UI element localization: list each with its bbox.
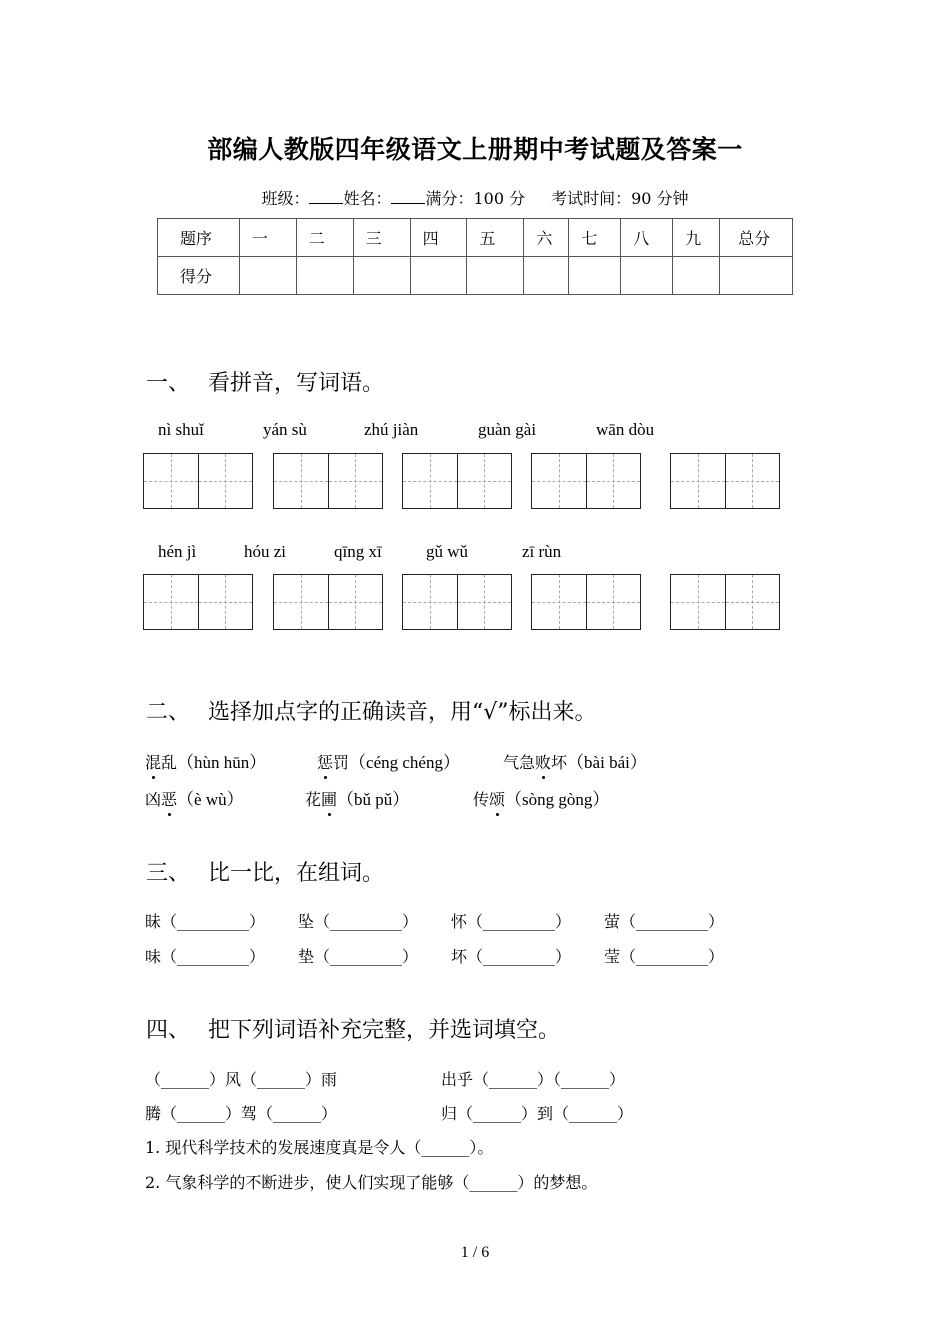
pinyin-label: guàn gài — [478, 420, 537, 439]
class-blank[interactable] — [309, 189, 343, 204]
pinyin-label: hóu zi — [244, 542, 287, 561]
sentence-question[interactable]: 1. 现代科学技术的发展速度真是令人（______）。 — [145, 1138, 494, 1157]
name-blank[interactable] — [391, 189, 425, 204]
pinyin-label: zī rùn — [522, 542, 562, 561]
writing-box[interactable] — [273, 453, 383, 509]
table-header-cell: 三 — [353, 219, 410, 257]
word-fill-item[interactable]: 垫（_________） — [298, 947, 419, 966]
score-cell[interactable] — [239, 257, 296, 295]
score-cell[interactable] — [569, 257, 621, 295]
score-cell[interactable] — [410, 257, 467, 295]
table-header-cell: 七 — [569, 219, 621, 257]
writing-box[interactable] — [531, 574, 641, 630]
dotted-character: 恶 — [161, 787, 177, 810]
reading-item[interactable]: 混乱（hùn hūn） — [145, 748, 266, 773]
table-header-cell: 四 — [410, 219, 467, 257]
sentence-question[interactable]: 2. 气象科学的不断进步，使人们实现了能够（______）的梦想。 — [145, 1173, 598, 1192]
pinyin-label: gǔ wǔ — [426, 542, 469, 561]
writing-box[interactable] — [143, 574, 253, 630]
score-cell[interactable] — [353, 257, 410, 295]
idiom-fill-item[interactable]: （______）风（______）雨 — [145, 1070, 338, 1089]
table-header-cell: 二 — [296, 219, 353, 257]
pinyin-label: wān dòu — [596, 420, 655, 439]
section-3-heading: 三、 比一比，在组词。 — [146, 861, 385, 886]
pinyin-label: hén jì — [158, 542, 197, 561]
name-label: 姓名： — [343, 189, 392, 208]
writing-box[interactable] — [273, 574, 383, 630]
reading-item[interactable]: 气急败坏（bài bái） — [503, 748, 647, 773]
reading-item[interactable]: 传颂（sòng gòng） — [473, 785, 609, 810]
writing-box[interactable] — [402, 574, 512, 630]
score-cell[interactable] — [296, 257, 353, 295]
section-2-heading: 二、 选择加点字的正确读音，用“√”标出来。 — [146, 700, 597, 725]
pinyin-label: zhú jiàn — [364, 420, 419, 439]
score-table — [157, 218, 793, 295]
dotted-character: 败 — [535, 750, 551, 773]
section-4-heading: 四、 把下列词语补充完整，并选词填空。 — [146, 1018, 561, 1043]
exam-info — [0, 186, 950, 209]
score-row-label: 得分 — [158, 257, 240, 295]
table-header-cell: 九 — [673, 219, 720, 257]
writing-box[interactable] — [531, 453, 641, 509]
reading-item[interactable]: 花圃（bǔ pǔ） — [305, 785, 409, 810]
table-header-cell: 题序 — [158, 219, 240, 257]
dotted-character: 颂 — [489, 787, 505, 810]
reading-item[interactable]: 惩罚（céng chéng） — [317, 748, 460, 773]
class-label: 班级： — [261, 189, 310, 208]
word-fill-item[interactable]: 昧（_________） — [145, 912, 266, 931]
word-fill-item[interactable]: 坏（_________） — [451, 947, 572, 966]
word-fill-item[interactable]: 怀（_________） — [451, 912, 572, 931]
score-cell[interactable] — [720, 257, 793, 295]
page-title: 部编人教版四年级语文上册期中考试题及答案一 — [207, 135, 743, 164]
score-table-header-row — [158, 219, 793, 257]
word-fill-item[interactable]: 莹（_________） — [604, 947, 725, 966]
word-fill-item[interactable]: 萤（_________） — [604, 912, 725, 931]
score-table-score-row — [158, 257, 793, 295]
score-cell[interactable] — [467, 257, 524, 295]
time-label: 考试时间：90 分钟 — [551, 189, 689, 208]
dotted-character: 圃 — [321, 787, 337, 810]
word-fill-item[interactable]: 坠（_________） — [298, 912, 419, 931]
score-cell[interactable] — [621, 257, 673, 295]
table-header-cell: 总分 — [720, 219, 793, 257]
writing-box[interactable] — [402, 453, 512, 509]
word-fill-item[interactable]: 味（_________） — [145, 947, 266, 966]
score-cell[interactable] — [673, 257, 720, 295]
pinyin-label: nì shuǐ — [158, 420, 204, 439]
idiom-fill-item[interactable]: 腾（______）驾（______） — [145, 1104, 338, 1123]
dotted-character: 混 — [145, 750, 161, 773]
idiom-fill-item[interactable]: 归（______）到（______） — [441, 1104, 634, 1123]
table-header-cell: 五 — [467, 219, 524, 257]
pinyin-label: qīng xī — [334, 542, 382, 561]
table-header-cell: 一 — [239, 219, 296, 257]
idiom-fill-item[interactable]: 出乎（______）（______） — [441, 1070, 626, 1089]
reading-item[interactable]: 凶恶（è wù） — [145, 785, 244, 810]
writing-box[interactable] — [143, 453, 253, 509]
section-1-heading: 一、 看拼音，写词语。 — [146, 371, 385, 396]
table-header-cell: 六 — [524, 219, 569, 257]
writing-box[interactable] — [670, 453, 780, 509]
score-label: 满分：100 分 — [425, 189, 526, 208]
dotted-character: 惩 — [317, 750, 333, 773]
score-cell[interactable] — [524, 257, 569, 295]
pinyin-label: yán sù — [263, 420, 307, 439]
page-number: 1 / 6 — [460, 1244, 490, 1261]
table-header-cell: 八 — [621, 219, 673, 257]
writing-box[interactable] — [670, 574, 780, 630]
